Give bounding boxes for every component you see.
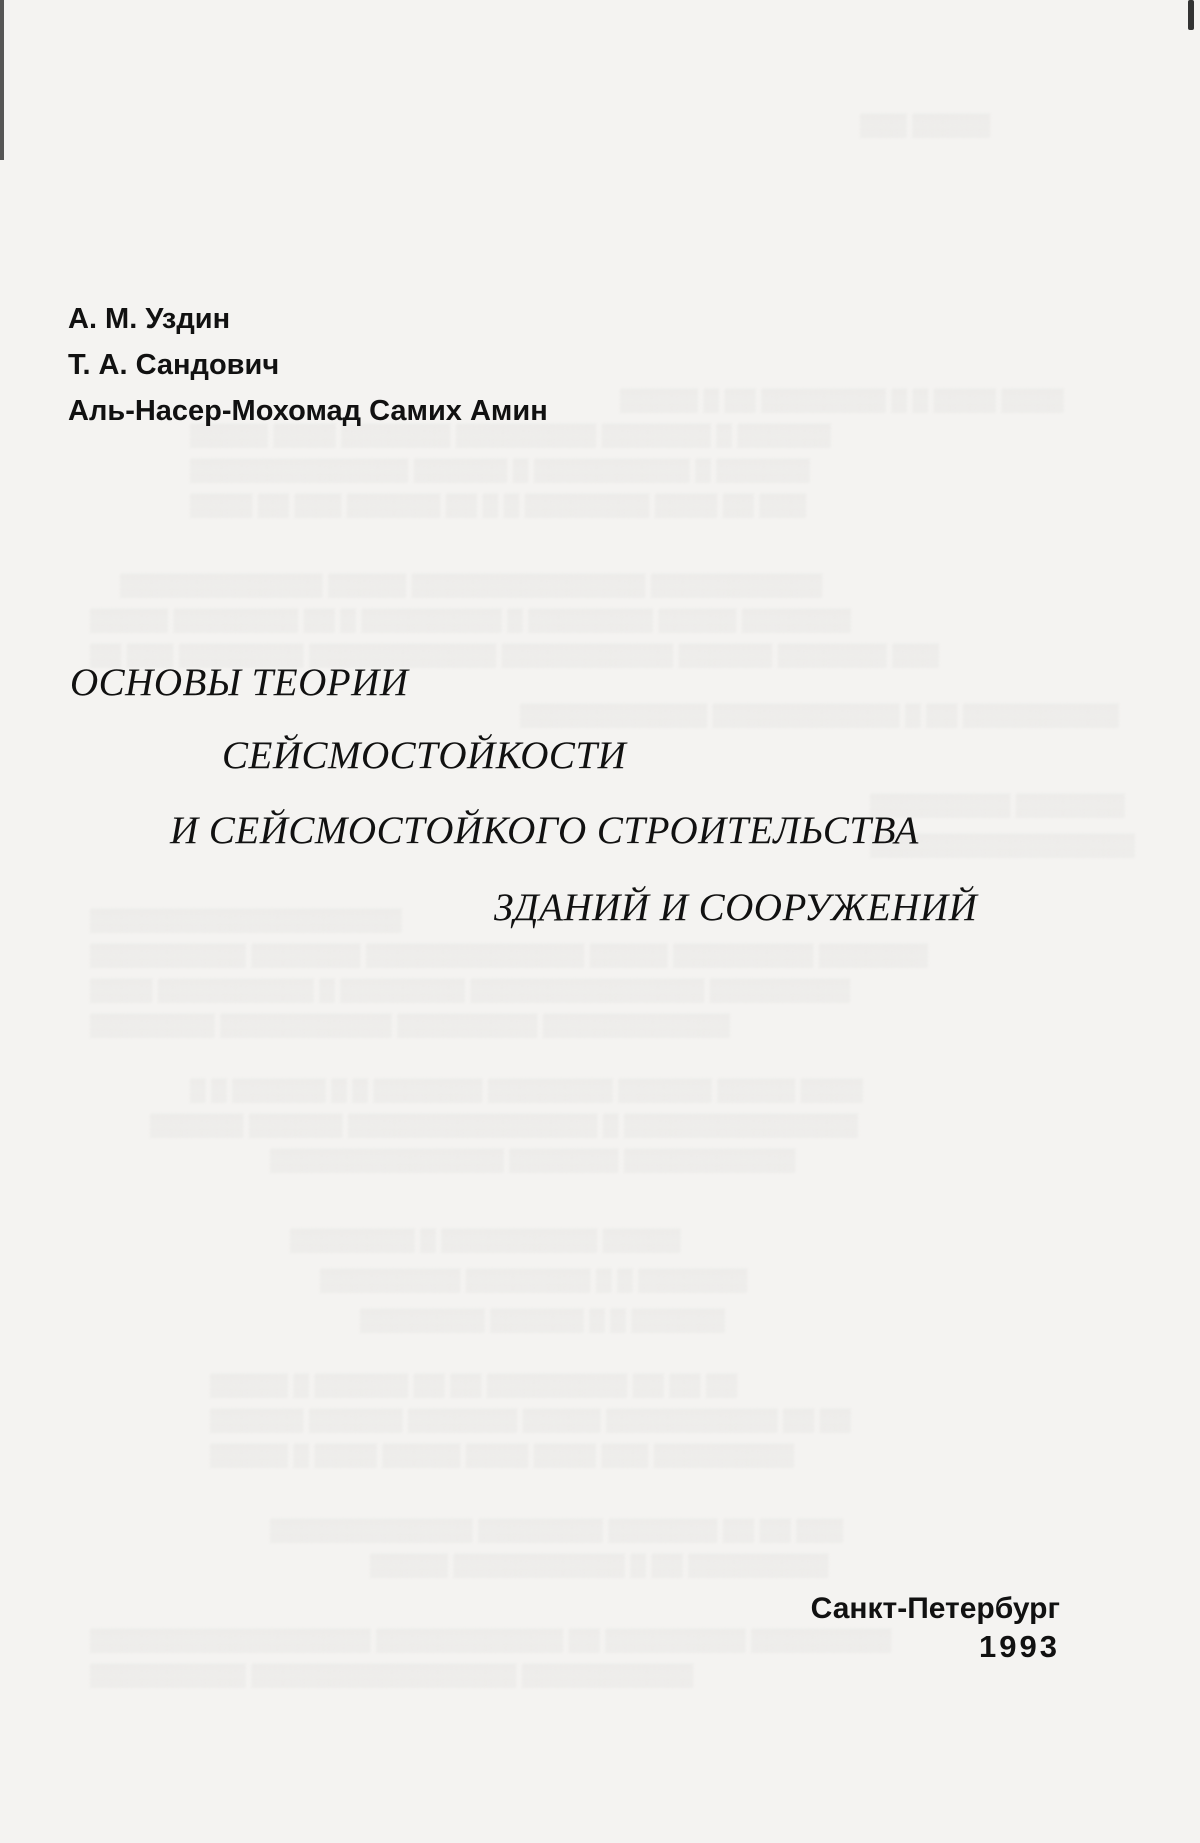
imprint	[811, 1590, 1060, 1666]
title-line: СЕЙСМОСТОЙКОСТИ	[222, 734, 627, 777]
publication-year: 1993	[979, 1629, 1060, 1664]
title-page: ▒▒▒ ▒▒▒▒▒ ▒▒▒▒▒ ▒ ▒▒ ▒▒▒▒▒▒▒▒ ▒ ▒ ▒▒▒▒ ▒▒▒▒ ▒▒▒▒▒ ▒▒▒▒ ▒▒▒▒▒▒▒ ▒▒▒▒▒▒▒▒▒ ▒▒▒▒▒▒▒ ▒ ▒▒▒▒▒▒ ▒▒▒▒▒▒▒▒▒▒▒▒▒▒ ▒▒▒▒▒▒ ▒ ▒▒▒▒▒▒▒▒▒▒ ▒ ▒▒▒▒▒▒ ▒▒▒▒ ▒▒ ▒▒▒ ▒▒▒▒▒▒ ▒▒ ▒ ▒ ▒▒▒▒▒▒▒▒ ▒▒▒▒ ▒▒ ▒▒▒ ▒▒▒▒▒▒▒▒▒▒▒▒▒ ▒▒▒▒▒ ▒▒▒▒▒▒▒▒▒▒▒▒▒▒▒ ▒▒▒▒▒▒▒▒▒▒▒ ▒▒▒▒▒ ▒▒▒▒▒▒▒▒ ▒▒ ▒ ▒▒▒▒▒▒▒▒▒ ▒ ▒▒▒▒▒▒▒▒ ▒▒▒▒▒ ▒▒▒▒▒▒▒ ▒▒ ▒▒▒ ▒▒▒▒▒▒▒▒ ▒▒▒▒▒▒▒▒▒▒▒▒ ▒▒▒▒▒▒▒▒▒▒▒ ▒▒▒▒▒▒ ▒▒▒▒▒▒▒ ▒▒▒ ▒▒▒▒▒▒▒▒▒▒▒▒ ▒▒▒▒▒▒▒▒▒▒▒▒ ▒ ▒▒ ▒▒▒▒▒▒▒▒▒▒ ▒▒▒▒▒▒▒▒▒ ▒▒▒▒▒▒▒ ▒▒▒▒▒▒▒▒▒▒▒▒▒▒▒▒▒ ▒▒▒▒▒▒▒▒▒▒▒▒▒▒▒▒▒▒▒▒ ▒▒▒▒▒▒▒▒▒▒ ▒▒▒▒▒▒▒ ▒▒▒▒▒▒▒▒▒▒▒▒▒▒ ▒▒▒▒▒ ▒▒▒▒▒▒▒▒▒ ▒▒▒▒▒▒▒ ▒▒▒▒ ▒▒▒▒▒▒▒▒▒▒ ▒ ▒▒▒▒▒▒▒▒ ▒▒▒▒▒▒▒▒▒▒▒▒▒▒▒ ▒▒▒▒▒▒▒▒▒ ▒▒▒▒▒▒▒▒ ▒▒▒▒▒▒▒▒▒▒▒ ▒▒▒▒▒▒▒▒▒ ▒▒▒▒▒▒▒▒▒▒▒▒ ▒ ▒ ▒▒▒▒▒▒ ▒ ▒ ▒▒▒▒▒▒▒ ▒▒▒▒▒▒▒▒ ▒▒▒▒▒▒ ▒▒▒▒▒ ▒▒▒▒ ▒▒▒▒▒▒ ▒▒▒▒▒▒ ▒▒▒▒▒▒▒▒▒▒▒▒▒▒▒▒ ▒ ▒▒▒▒▒▒▒▒▒▒▒▒▒▒▒ ▒▒▒▒▒▒▒▒▒▒▒▒▒▒▒ ▒▒▒▒▒▒▒ ▒▒▒▒▒▒▒▒▒▒▒ ▒▒▒▒▒▒▒▒ ▒ ▒▒▒▒▒▒▒▒▒▒ ▒▒▒▒▒ ▒▒▒▒▒▒▒▒▒ ▒▒▒▒▒▒▒▒ ▒ ▒ ▒▒▒▒▒▒▒ ▒▒▒▒▒▒▒▒ ▒▒▒▒▒▒ ▒ ▒ ▒▒▒▒▒▒ ▒▒▒▒▒ ▒ ▒▒▒▒▒▒ ▒▒ ▒▒ ▒▒▒▒▒▒▒▒▒ ▒▒ ▒▒ ▒▒ ▒▒▒▒▒▒ ▒▒▒▒▒▒ ▒▒▒▒▒▒▒ ▒▒▒▒▒ ▒▒▒▒▒▒▒▒▒▒▒ ▒▒ ▒▒ ▒▒▒▒▒ ▒ ▒▒▒▒ ▒▒▒▒▒ ▒▒▒▒ ▒▒▒▒ ▒▒▒ ▒▒▒▒▒▒▒▒▒ ▒▒▒▒▒▒▒▒▒▒▒▒▒ ▒▒▒▒▒▒▒▒ ▒▒▒▒▒▒▒ ▒▒ ▒▒ ▒▒▒ ▒▒▒▒▒ ▒▒▒▒▒▒▒▒▒▒▒ ▒ ▒▒ ▒▒▒▒▒▒▒▒▒ ▒▒▒▒▒▒▒▒▒▒▒▒▒▒▒▒▒▒ ▒▒▒▒▒▒▒▒▒▒▒▒ ▒▒ ▒▒▒▒▒▒▒▒▒ ▒▒▒▒▒▒▒▒▒ ▒▒▒▒▒▒▒▒▒▒ ▒▒▒▒▒▒▒▒▒▒▒▒▒▒▒▒▒ ▒▒▒▒▒▒▒▒▒▒▒ А. М. Уздин Т. А. Сандович Аль-Насер-Мохомад Самих Амин ОСНОВЫ ТЕОРИИ СЕЙСМОСТОЙКОСТИ И СЕЙСМОСТОЙКОГО СТРОИТЕЛЬСТВА ЗДАНИЙ И СООРУЖЕНИЙ Санкт-Петербург 1993	[0, 0, 1200, 1843]
scan-artifact	[1188, 0, 1194, 30]
page-edge-mark	[0, 0, 4, 160]
author-name: А. М. Уздин	[68, 303, 231, 335]
publication-city: Санкт-Петербург	[810, 1592, 1060, 1625]
title-line: ОСНОВЫ ТЕОРИИ	[70, 661, 409, 704]
authors-block	[68, 296, 548, 434]
title-line: И СЕЙСМОСТОЙКОГО СТРОИТЕЛЬСТВА	[170, 809, 919, 852]
author-name: Аль-Насер-Мохомад Самих Амин	[68, 395, 548, 427]
author-name: Т. А. Сандович	[68, 349, 280, 381]
title-line: ЗДАНИЙ И СООРУЖЕНИЙ	[494, 886, 978, 929]
